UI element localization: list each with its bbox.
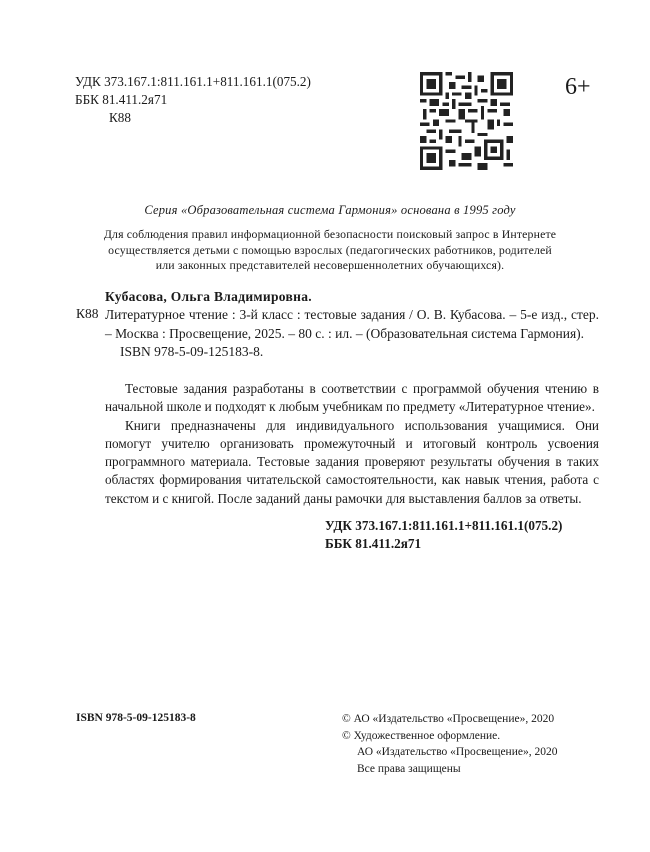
annotation-paragraph: Тестовые задания разработаны в соответствии с программой обучения чтению в начальной школе и подходят к любым учебникам по предмету «Литературное чтение».	[105, 381, 599, 415]
bbk-code-repeat: ББК 81.411.2я71	[325, 536, 422, 551]
author-name: Кубасова, Ольга Владимировна.	[105, 289, 312, 304]
copyright-line: © Художественное оформление.	[342, 729, 501, 742]
safety-notice-line: или законных представителей несовершеннолетних обучающихся).	[155, 258, 505, 272]
copyright-line: АО «Издательство «Просвещение», 2020	[357, 746, 558, 758]
udk-code-repeat: УДК 373.167.1:811.161.1+811.161.1(075.2)	[325, 518, 563, 533]
annotation-paragraph: Книги предназначены для индивидуального использования учащимися. Они помогут учителю организовать промежуточный и итоговый контроль усвоения программного материала. Тестовые задания проверяют результаты обучения в таких областях формирования читательской самостоятельности, как навык чтения, работа с текстом и с книгой. После заданий даны рамочки для выставления баллов за ответы.	[105, 417, 599, 506]
classification-block	[75, 73, 311, 127]
author-mark: К88	[109, 110, 131, 125]
footer-isbn: ISBN 978-5-09-125183-8	[76, 712, 196, 724]
copyright-line: © АО «Издательство «Просвещение», 2020	[342, 713, 555, 725]
age-rating: 6+	[565, 74, 591, 100]
annotation	[105, 380, 599, 508]
series-note: Серия «Образовательная система Гармония» основана в 1995 году	[144, 203, 516, 217]
bbk-code: ББК 81.411.2я71	[75, 92, 168, 107]
safety-notice-line: осуществляется детьми с помощью взрослых (педагогических работников, родителей	[108, 242, 552, 257]
annotation-classification	[325, 517, 562, 553]
safety-notice	[60, 227, 600, 274]
udk-code: УДК 373.167.1:811.161.1+811.161.1(075.2)	[75, 74, 311, 89]
qr-code-icon	[420, 72, 513, 170]
safety-notice-line: Для соблюдения правил информационной безопасности поисковый запрос в Интернете	[103, 227, 557, 241]
bibliographic-code: К88	[76, 306, 99, 321]
copyright-block	[342, 711, 557, 777]
bibliographic-description	[105, 306, 599, 362]
description-text: Литературное чтение : 3-й класс : тестовые задания / О. В. Кубасова. – 5-е изд., стер. – Москва : Просвещение, 2025. – 80 с. : ил. – (Образовательная система Гармония).	[105, 307, 599, 341]
copyright-line: Все права защищены	[357, 762, 461, 775]
isbn-line: ISBN 978-5-09-125183-8.	[120, 344, 264, 359]
